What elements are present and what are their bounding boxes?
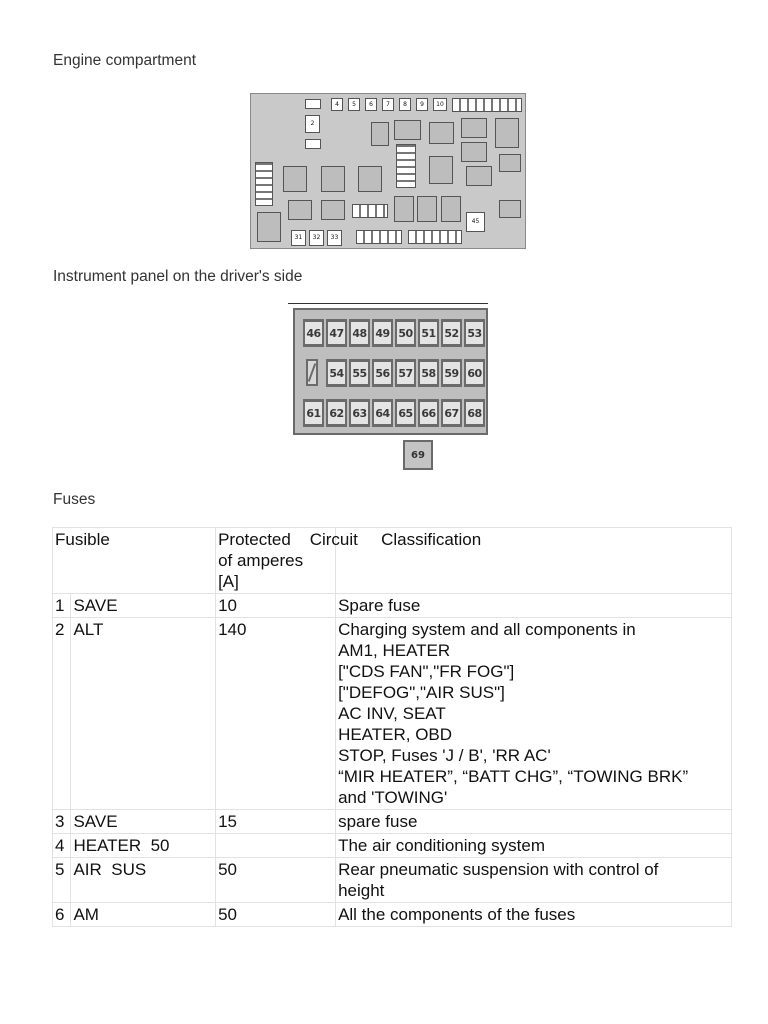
fuse-number: 4 bbox=[53, 834, 71, 858]
fuse-description: spare fuse bbox=[336, 810, 732, 834]
table-row bbox=[53, 858, 732, 903]
fuse-9: 9 bbox=[416, 98, 428, 111]
fuse-52: 52 bbox=[441, 319, 462, 347]
fuse-amperes: 50 bbox=[216, 903, 336, 927]
fuse-50: 50 bbox=[395, 319, 416, 347]
relay bbox=[461, 142, 487, 162]
relay bbox=[499, 200, 521, 218]
fuse-51: 51 bbox=[418, 319, 439, 347]
header-fusible: Fusible bbox=[53, 528, 216, 594]
relay bbox=[429, 156, 453, 184]
fuse-60: 60 bbox=[464, 359, 485, 387]
mini-fuse-strip bbox=[452, 98, 522, 112]
fuse-5: 5 bbox=[348, 98, 360, 111]
table-row bbox=[53, 618, 732, 810]
fuse-name: AM bbox=[71, 903, 216, 927]
fuse-47: 47 bbox=[326, 319, 347, 347]
fuse-55: 55 bbox=[349, 359, 370, 387]
fuse-69: 69 bbox=[403, 440, 433, 470]
fuse-name: SAVE bbox=[71, 594, 216, 618]
header-protected-amperes: Protected Circuit of amperes [A] bbox=[216, 528, 336, 594]
fuse-49: 49 bbox=[372, 319, 393, 347]
fuse-description: All the components of the fuses bbox=[336, 903, 732, 927]
relay bbox=[495, 118, 519, 148]
relay bbox=[499, 154, 521, 172]
divider-line bbox=[288, 303, 488, 304]
heading-fuses: Fuses bbox=[53, 491, 96, 508]
fuse-8: 8 bbox=[399, 98, 411, 111]
fuse-amperes: 50 bbox=[216, 858, 336, 903]
engine-fuse-box-diagram bbox=[250, 93, 526, 249]
fuse-54: 54 bbox=[326, 359, 347, 387]
table-row bbox=[53, 834, 732, 858]
fuse-6: 6 bbox=[365, 98, 377, 111]
fuse-61: 61 bbox=[303, 399, 324, 427]
fuse-53: 53 bbox=[464, 319, 485, 347]
table-header-row bbox=[53, 528, 732, 594]
fuse-amperes: 140 bbox=[216, 618, 336, 810]
fuse-45: 45 bbox=[466, 212, 485, 232]
fuse-number: 2 bbox=[53, 618, 71, 810]
mini-fuse-strip bbox=[408, 230, 462, 244]
fuse-57: 57 bbox=[395, 359, 416, 387]
table-row bbox=[53, 594, 732, 618]
fuse-66: 66 bbox=[418, 399, 439, 427]
fuse-description: The air conditioning system bbox=[336, 834, 732, 858]
fuse-name: HEATER 50 bbox=[71, 834, 216, 858]
fuse-65: 65 bbox=[395, 399, 416, 427]
fuse-amperes: 15 bbox=[216, 810, 336, 834]
fuse-46: 46 bbox=[303, 319, 324, 347]
fuse-33: 33 bbox=[327, 230, 342, 246]
fuse-31: 31 bbox=[291, 230, 306, 246]
mini-fuse-block bbox=[255, 162, 273, 206]
fuse-number: 3 bbox=[53, 810, 71, 834]
connector-icon bbox=[305, 99, 321, 109]
fuse-32: 32 bbox=[309, 230, 324, 246]
relay bbox=[461, 118, 487, 138]
fuse-name: AIR SUS bbox=[71, 858, 216, 903]
fuse-59: 59 bbox=[441, 359, 462, 387]
fuse-48: 48 bbox=[349, 319, 370, 347]
heading-instrument-panel: Instrument panel on the driver's side bbox=[53, 268, 303, 285]
relay bbox=[394, 120, 421, 140]
table-row bbox=[53, 903, 732, 927]
fuse-7: 7 bbox=[382, 98, 394, 111]
relay bbox=[321, 200, 345, 220]
relay bbox=[257, 212, 281, 242]
fuse-62: 62 bbox=[326, 399, 347, 427]
mini-fuse-strip bbox=[356, 230, 402, 244]
relay bbox=[283, 166, 307, 192]
fuse-description: Spare fuse bbox=[336, 594, 732, 618]
mini-fuse-strip bbox=[352, 204, 388, 218]
relay bbox=[358, 166, 382, 192]
table-row bbox=[53, 810, 732, 834]
relay bbox=[288, 200, 312, 220]
fuse-description: Rear pneumatic suspension with control of height bbox=[336, 858, 732, 903]
relay bbox=[429, 122, 454, 144]
relay bbox=[441, 196, 461, 222]
fuse-name: SAVE bbox=[71, 810, 216, 834]
fuse-68: 68 bbox=[464, 399, 485, 427]
fuse-10: 10 bbox=[433, 98, 447, 111]
relay bbox=[371, 122, 389, 146]
fuse-number: 6 bbox=[53, 903, 71, 927]
fuse-number: 1 bbox=[53, 594, 71, 618]
relay bbox=[417, 196, 437, 222]
fuse-number: 5 bbox=[53, 858, 71, 903]
fuse-56: 56 bbox=[372, 359, 393, 387]
fuse-4: 4 bbox=[331, 98, 343, 111]
header-classification: Classification bbox=[336, 528, 732, 594]
relay bbox=[466, 166, 492, 186]
relay bbox=[394, 196, 414, 222]
relay bbox=[321, 166, 345, 192]
fuse-67: 67 bbox=[441, 399, 462, 427]
mini-fuse-block bbox=[396, 144, 416, 188]
fuse-amperes bbox=[216, 834, 336, 858]
fuse-63: 63 bbox=[349, 399, 370, 427]
fuse-name: ALT bbox=[71, 618, 216, 810]
fuse-table bbox=[52, 527, 732, 927]
fuse-amperes: 10 bbox=[216, 594, 336, 618]
fuse-description: Charging system and all components in AM1, HEATER ["CDS FAN","FR FOG"] ["DEFOG","AIR SUS"] AC INV, SEAT HEATER, OBD STOP, Fuses 'J / B', 'RR AC' “MIR HEATER”, “BATT CHG”, “TOWING BRK” and 'TOWING' bbox=[336, 618, 732, 810]
connector-icon bbox=[305, 139, 321, 149]
fuse-puller-slot bbox=[306, 359, 318, 386]
instrument-panel-fuse-box-diagram bbox=[293, 308, 488, 435]
fuse-58: 58 bbox=[418, 359, 439, 387]
fuse-64: 64 bbox=[372, 399, 393, 427]
heading-engine-compartment: Engine compartment bbox=[53, 52, 197, 69]
fuse-2: 2 bbox=[305, 115, 320, 133]
